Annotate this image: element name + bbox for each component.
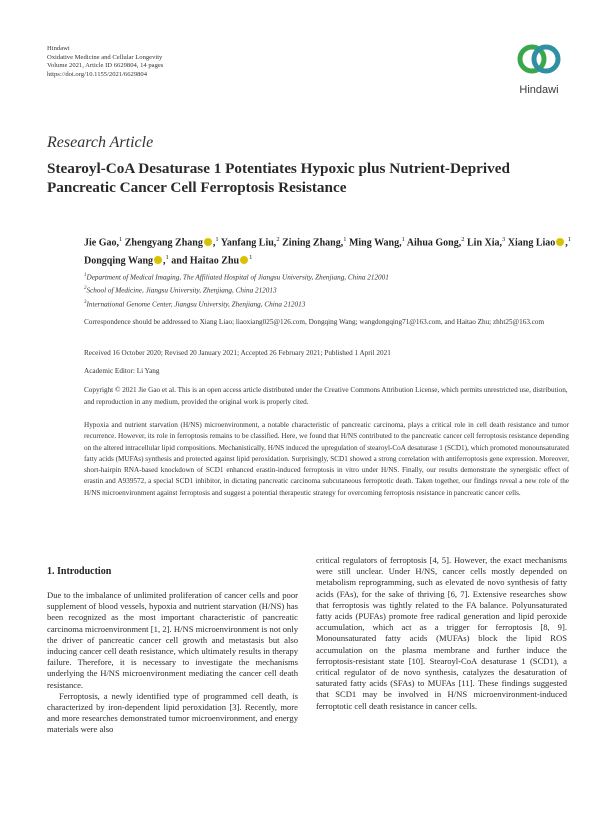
affiliation-line [84,270,389,283]
author-name: Aihua Gong, [406,237,462,249]
orcid-icon[interactable] [556,238,564,246]
author-name: Lin Xia, [467,237,503,249]
author-affiliation-marker: 1 [567,236,572,243]
affiliation-line [84,283,389,296]
author-name: Dongqing Wang [84,255,154,267]
journal-name: Oxidative Medicine and Cellular Longevity [47,53,163,61]
author-name: and Haitao Zhu [171,255,240,267]
affiliation-text: International Genome Center, Jiangsu University, Zhenjiang, China 212013 [86,300,306,309]
publication-dates: Received 16 October 2020; Revised 20 January 2021; Accepted 26 February 2021; Published 1 April 2021 [84,349,391,357]
article-type: Research Article [47,134,154,151]
affiliation-marker: 1 [84,273,87,278]
affiliation-marker: 3 [84,299,87,305]
abstract: Hypoxia and nutrient starvation (H/NS) microenvironment, a notable characteristic of pancreatic carcinoma, plays a critical role in cell death resistance and tumor recurrence. However, its role in ferroptosis remains to be classified. Here, we found that H/NS contributed to the pancreatic cancer cell ferroptosis resistance depending on the altered intracellular lipid compositions. Mechanistically, H/NS induced the upregulation of stearoyl-CoA desaturase 1 (SCD1), which promoted monounsaturated fatty acids (MUFAs) synthesis and protected against lipid peroxidation. Surprisingly, SCD1 showed a strong correlation with antiferroptosis gene expression. Moreover, short-hairpin RNA-based knockdown of SCD1 enhanced erastin-induced ferroptosis in vitro under H/NS. Finally, our results demonstrate the synergistic effect of erastin and A939572, a special SCD1 inhibitor, in dictating pancreatic carcinoma subcutaneous ferroptotic death. Taken together, our findings reveal a new role of the H/NS microenvironment against ferroptosis and suggest a potential therapeutic strategy for overcoming ferroptosis resistance in pancreatic cancer cells. [84,421,569,497]
orcid-icon[interactable] [240,256,248,264]
author-affiliation-marker: 2 [461,236,465,243]
author-affiliation-marker: 1 [401,236,405,243]
affiliation-marker: 2 [84,286,87,292]
affiliation-line [84,297,389,310]
author-affiliation-marker: 1 [249,254,253,262]
author-affiliation-marker: 1 [343,236,347,243]
author-name: Zhengyang Zhang [124,237,203,249]
author-affiliation-marker: 3 [502,236,506,243]
intro-paragraph: Due to the imbalance of unlimited proliferation of cancer cells and poor supplement of blood vessels, hypoxia and nutrient starvation (H/NS) has been recognized as the most important characteristic of pancreatic carcinoma microenvironment [1, 2]. H/NS microenvironment is not only the driver of pancreatic cancer cell growth and metastasis but also inducing cancer cell death resistance, which ultimately results in therapy failure. Therefore, it is necessary to investigate the mechanisms underlying the H/NS microenvironment mediating the cancer cell death resistance. [47,590,298,690]
intro-left-column [47,590,298,736]
author-affiliation-marker: 1 [215,236,219,243]
hindawi-logo-icon [515,40,563,78]
author-affiliation-marker: 1 [119,236,123,243]
affiliation-text: School of Medicine, Jiangsu University, Zhenjiang, China 212013 [86,286,277,295]
logo-text: Hindawi [519,84,559,96]
journal-info [47,45,163,79]
orcid-icon[interactable] [154,256,162,264]
volume-info: Volume 2021, Article ID 6629804, 14 pages [47,62,164,70]
affiliation-text: Department of Medical Imaging, The Affiliated Hospital of Jiangsu University, Zhenjiang, China 212001 [86,273,389,282]
article-title: Stearoyl-CoA Desaturase 1 Potentiates Hypoxic plus Nutrient-Deprived Pancreatic Cancer Cell Ferroptosis Resistance [47,160,510,196]
orcid-icon[interactable] [204,238,212,246]
intro-right-column [316,555,567,712]
author-name: Zining Zhang, [282,237,344,249]
hindawi-logo [509,40,569,100]
author-name: Jie Gao, [84,237,119,249]
correspondence: Correspondence should be addressed to Xiang Liao; liaoxiang025@126.com, Dongqing Wang; wangdongqing71@163.com, and Haitao Zhu; zhht25@163.com [84,318,545,326]
author-name: Yanfang Liu, [220,237,277,249]
doi-link[interactable]: https://doi.org/10.1155/2021/6629804 [47,70,148,78]
author-affiliation-marker: 2 [276,236,280,243]
intro-paragraph: critical regulators of ferroptosis [4, 5]. However, the exact mechanisms were still unclear. Under H/NS, cancer cells mostly depended on metabolism reprogramming, such as elevated de novo synthesis of fatty acids (FAs), for the sake of thriving [6, 7]. Extensive researches show that ferroptosis was tightly related to the FA balance. Polyunsaturated fatty acids (PUFAs) promote free radical generation and lipid peroxide accumulation, which act as a trigger for ferroptosis [8, 9]. Monounsaturated fatty acids (MUFAs) block the lipid ROS accumulation on the plasma membrane and further induce the ferroptosis-resistant state [10]. Stearoyl-CoA desaturase 1 (SCD1), a critical regulator of de novo synthesis, catalyzes the desaturation of saturated fatty acids (SFAs) to MUFAs [11]. These findings suggested that SCD1 may be involved in H/NS microenvironment-induced ferroptotic cell death resistance in cancer cells. [316,555,567,711]
intro-paragraph: Ferroptosis, a newly identified type of programmed cell death, is characterized by iron-dependent lipid peroxidation [3]. Recently, more and more researches demonstrated tumor microenvironment, and energy materials were also [47,690,298,735]
affiliations [84,270,389,310]
author-name: Ming Wang, [348,237,402,249]
author-affiliation-marker: 1 [165,254,169,262]
publisher-name: Hindawi [47,45,70,52]
copyright-notice: Copyright © 2021 Jie Gao et al. This is an open access article distributed under the Creative Commons Attribution License, which permits unrestricted use, distribution, and reproduction in any medium, provided the original work is properly cited. [84,386,568,406]
author-name: Xiang Liao [507,237,556,249]
section-heading: 1. Introduction [47,566,112,577]
academic-editor: Academic Editor: Li Yang [84,367,160,375]
author-list: Jie Gao,$^1$ Zhengyang Zhang ,$^1$ Yanfang Liu,$^2$ Zining Zhang,$^1$ Ming Wang,$^1$ Aihua Gong,$^2$ Lin Xia,$^3$ Xiang Liao ,$^1$ Dongqing Wang ,$^1$ and Haitao Zhu $^1$ [84,236,572,267]
